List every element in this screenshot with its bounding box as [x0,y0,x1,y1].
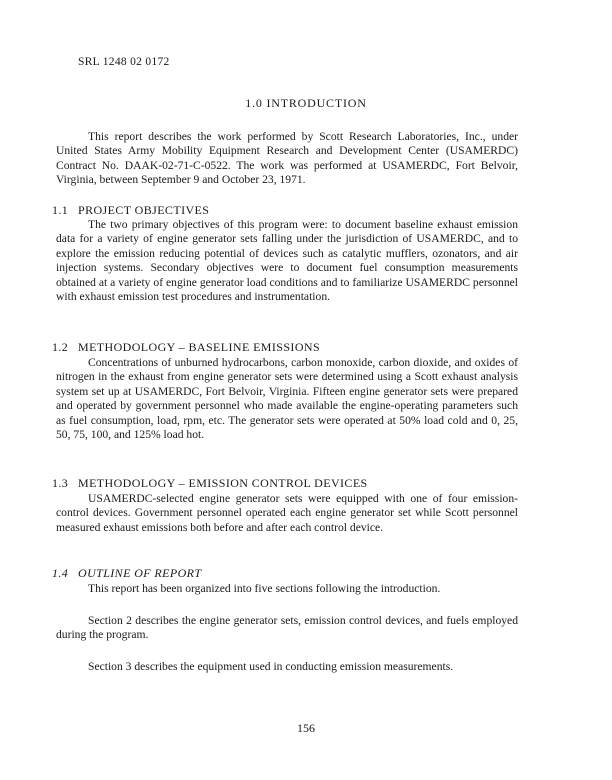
section-heading-1-2 [52,340,320,355]
section-body-1-3: USAMERDC-selected engine generator sets were equipped with one of four emission-control devices. Government personnel operated each engine generator set while Scott personnel measured exhaust emissions both before and after each control device. [56,492,518,534]
section-number: 1.1 [52,203,69,217]
section-number: 1.2 [52,340,69,354]
section-number: 1.4 [52,566,69,580]
section-heading-1-3 [52,476,368,491]
section-title: PROJECT OBJECTIVES [78,203,210,217]
page-number: 156 [297,721,315,735]
document-id: SRL 1248 02 0172 [78,56,170,68]
section-title: METHODOLOGY – BASELINE EMISSIONS [78,340,321,354]
section-body-1-2: Concentrations of unburned hydrocarbons, carbon monoxide, carbon dioxide, and oxides of nitrogen in the exhaust from engine generator sets were determined using a Scott exhaust analysis system set up at USAMERDC, Fort Belvoir, Virginia. Fifteen engine generator sets were prepared and operated by government personnel who made available the engine-operating parameters such as fuel consumption, load, rpm, etc. The generator sets were operated at 50% load cold and 0, 25, 50, 75, 100, and 125% load hot. [56,356,518,442]
intro-paragraph: This report describes the work performed by Scott Research Laboratories, Inc., under United States Army Mobility Equipment Research and Development Center (USAMERDC) Contract No. DAAK-02-71-C-0522. The work was performed at USAMERDC, Fort Belvoir, Virginia, between September 9 and October 23, 1971. [56,130,518,187]
section-title: OUTLINE OF REPORT [78,566,202,580]
section-title: METHODOLOGY – EMISSION CONTROL DEVICES [78,476,368,490]
outline-paragraph-3: Section 3 describes the equipment used in conducting emission measurements. [88,660,454,673]
section-heading-1-4 [52,566,201,581]
section-number: 1.3 [52,476,69,490]
section-body-1-1: The two primary objectives of this program were: to document baseline exhaust emission data for a variety of engine generator sets falling under the jurisdiction of USAMERDC, and to explore the emission reducing potential of devices such as catalytic mufflers, ozonators, and air injection systems. Secondary objectives were to document fuel consumption measurements obtained at a variety of engine generator load conditions and to familiarize USAMERDC personnel with exhaust emission test procedures and instrumentation. [56,218,518,304]
outline-paragraph-1: This report has been organized into five sections following the introduction. [88,582,441,595]
section-heading-1-1 [52,203,209,218]
outline-paragraph-2: Section 2 describes the engine generator sets, emission control devices, and fuels employed during the program. [56,614,518,642]
page-title: 1.0 INTRODUCTION [245,96,367,110]
